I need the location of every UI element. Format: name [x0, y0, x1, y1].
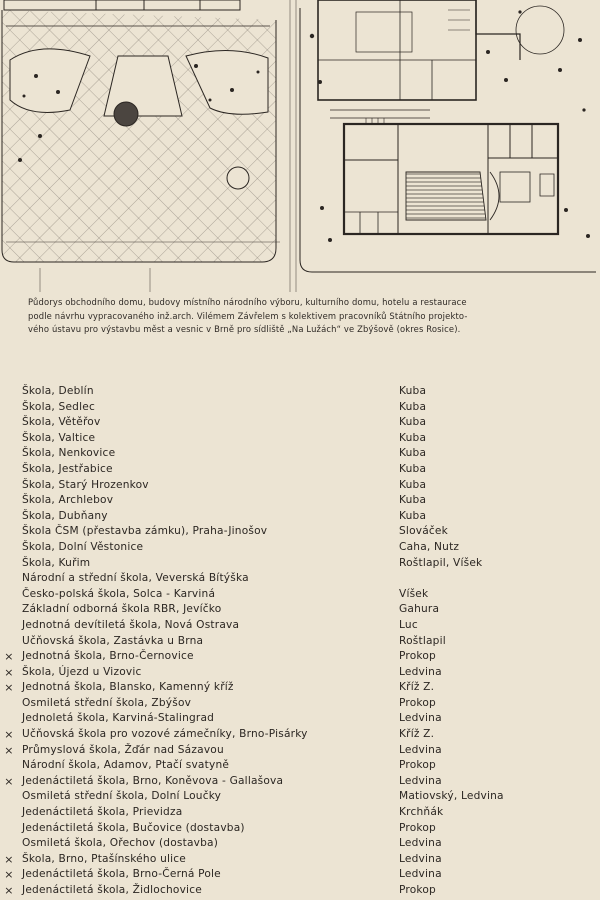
list-item — [0, 743, 600, 759]
list-item — [0, 540, 600, 556]
list-item — [0, 805, 600, 821]
architect-name: Luc — [399, 618, 418, 631]
architect-name: Kuba — [399, 478, 427, 491]
list-item — [0, 618, 600, 634]
project-name: Národní a střední škola, Veverská Bítýška — [22, 572, 249, 585]
project-name: Národní škola, Adamov, Ptačí svatyně — [22, 759, 230, 772]
architect-name: Víšek — [399, 587, 429, 600]
architect-name: Ledvina — [399, 712, 442, 725]
architect-name: Kuba — [399, 509, 427, 522]
architect-name: Gahura — [399, 603, 440, 616]
cross-mark: × — [4, 884, 14, 897]
project-name: Škola, Kuřim — [22, 556, 91, 569]
project-name: Škola, Dolní Věstonice — [22, 540, 144, 553]
project-name: Jedenáctiletá škola, Brno-Černá Pole — [22, 868, 221, 881]
architect-name: Ledvina — [399, 868, 442, 881]
cross-mark: × — [4, 852, 14, 866]
architect-name: Roštlapil, Víšek — [399, 556, 483, 569]
cross-mark: × — [4, 681, 14, 695]
list-item — [0, 431, 600, 447]
list-item — [0, 852, 600, 868]
project-name: Jednotná škola, Blansko, Kamenný kříž — [22, 681, 234, 694]
project-name: Jedenáctiletá škola, Brno, Koněvova - Gallašova — [22, 774, 284, 787]
project-name: Škola, Újezd u Vizovic — [22, 665, 142, 678]
architect-name: Matiovský, Ledvina — [399, 790, 504, 803]
project-name: Škola, Starý Hrozenkov — [22, 478, 149, 491]
architect-name: Krchňák — [399, 806, 444, 819]
cross-mark: × — [4, 743, 14, 757]
list-item — [0, 493, 600, 509]
architect-name: Kuba — [399, 400, 427, 413]
list-item — [0, 524, 600, 540]
project-name: Osmiletá škola, Ořechov (dostavba) — [22, 837, 219, 850]
list-item — [0, 571, 600, 587]
architect-name: Kříž Z. — [399, 681, 435, 694]
list-item — [0, 789, 600, 805]
list-item — [0, 836, 600, 852]
list-item — [0, 384, 600, 400]
project-name: Jednotná škola, Brno-Černovice — [22, 650, 194, 663]
caption-line: podle návrhu vypracovaného inž.arch. Vilémem Závřelem s kolektivem pracovníků Státního projekto- — [28, 310, 468, 321]
architect-name: Prokop — [399, 650, 436, 663]
list-item — [0, 883, 600, 899]
architect-name: Ledvina — [399, 665, 442, 678]
architect-name: Prokop — [399, 759, 436, 772]
project-name: Učňovská škola, Zastávka u Brna — [22, 634, 204, 647]
list-item — [0, 867, 600, 883]
cross-mark: × — [4, 868, 14, 882]
list-item — [0, 556, 600, 572]
architect-name: Prokop — [399, 696, 436, 709]
project-name: Škola, Jestřabice — [22, 462, 113, 475]
project-name: Škola, Větěřov — [22, 416, 101, 429]
cross-mark: × — [4, 650, 14, 664]
architect-name: Ledvina — [399, 852, 442, 865]
list-item — [0, 649, 600, 665]
cross-mark: × — [4, 665, 14, 679]
project-name: Škola, Dubňany — [22, 509, 108, 522]
architect-name: Caha, Nutz — [399, 540, 460, 553]
list-item — [0, 634, 600, 650]
school-list — [0, 384, 600, 899]
list-item — [0, 400, 600, 416]
architect-name: Ledvina — [399, 774, 442, 787]
list-item — [0, 680, 600, 696]
project-name: Jedenáctiletá škola, Prievidza — [22, 806, 183, 819]
list-item — [0, 711, 600, 727]
architect-name: Ledvina — [399, 743, 442, 756]
project-name: Osmiletá střední škola, Zbýšov — [22, 696, 192, 709]
architect-name: Kuba — [399, 462, 427, 475]
architect-name: Kuba — [399, 494, 427, 507]
architect-name: Kuba — [399, 447, 427, 460]
project-name: Průmyslová škola, Žďár nad Sázavou — [22, 743, 224, 756]
architect-name: Kuba — [399, 431, 427, 444]
list-item — [0, 821, 600, 837]
project-name: Škola, Brno, Ptašínského ulice — [22, 852, 187, 865]
building-plan — [300, 0, 596, 272]
list-item — [0, 774, 600, 790]
architect-name: Kuba — [399, 416, 427, 429]
list-item — [0, 758, 600, 774]
list-item — [0, 587, 600, 603]
project-name: Škola, Valtice — [22, 431, 96, 444]
project-name: Škola, Deblín — [22, 385, 94, 397]
architect-name: Kříž Z. — [399, 728, 435, 741]
project-name: Jednoletá škola, Karviná-Stalingrad — [22, 712, 215, 725]
architect-name: Slováček — [399, 525, 448, 538]
architect-name: Roštlapil — [399, 634, 446, 647]
project-name: Škola, Nenkovice — [22, 447, 116, 460]
project-name: Škola ČSM (přestavba zámku), Praha-Jinošov — [22, 525, 268, 538]
architect-name: Ledvina — [399, 837, 442, 850]
project-name: Učňovská škola pro vozové zámečníky, Brno-Pisárky — [22, 728, 308, 741]
list-item — [0, 509, 600, 525]
caption-line: vého ústavu pro výstavbu měst a vesnic v Brně pro sídliště „Na Lužách“ ve Zbýšově (okres Rosice). — [28, 324, 461, 334]
cross-mark: × — [4, 728, 14, 742]
plaza — [2, 0, 276, 262]
floor-plan-drawing — [0, 0, 600, 292]
project-name: Škola, Archlebov — [22, 494, 114, 507]
project-name: Jedenáctiletá škola, Bučovice (dostavba) — [22, 821, 245, 834]
list-item — [0, 727, 600, 743]
architect-name: Kuba — [399, 385, 427, 397]
architect-name: Prokop — [399, 884, 436, 896]
project-name: Škola, Sedlec — [22, 400, 95, 413]
list-item — [0, 696, 600, 712]
project-name: Osmiletá střední škola, Dolní Loučky — [22, 790, 222, 803]
list-item — [0, 462, 600, 478]
cross-mark: × — [4, 774, 14, 788]
caption-line: Půdorys obchodního domu, budovy místního národního výboru, kulturního domu, hotelu a restaurace — [28, 297, 467, 307]
list-item — [0, 665, 600, 681]
project-name: Jedenáctiletá škola, Židlochovice — [22, 884, 202, 896]
list-item — [0, 446, 600, 462]
list-item — [0, 602, 600, 618]
list-item — [0, 478, 600, 494]
project-name: Základní odborná škola RBR, Jevíčko — [22, 603, 222, 616]
plan-caption — [28, 296, 576, 337]
architect-name: Prokop — [399, 821, 436, 834]
project-name: Jednotná devítiletá škola, Nová Ostrava — [22, 618, 240, 631]
project-name: Česko-polská škola, Solca - Karviná — [22, 587, 216, 600]
list-item — [0, 415, 600, 431]
